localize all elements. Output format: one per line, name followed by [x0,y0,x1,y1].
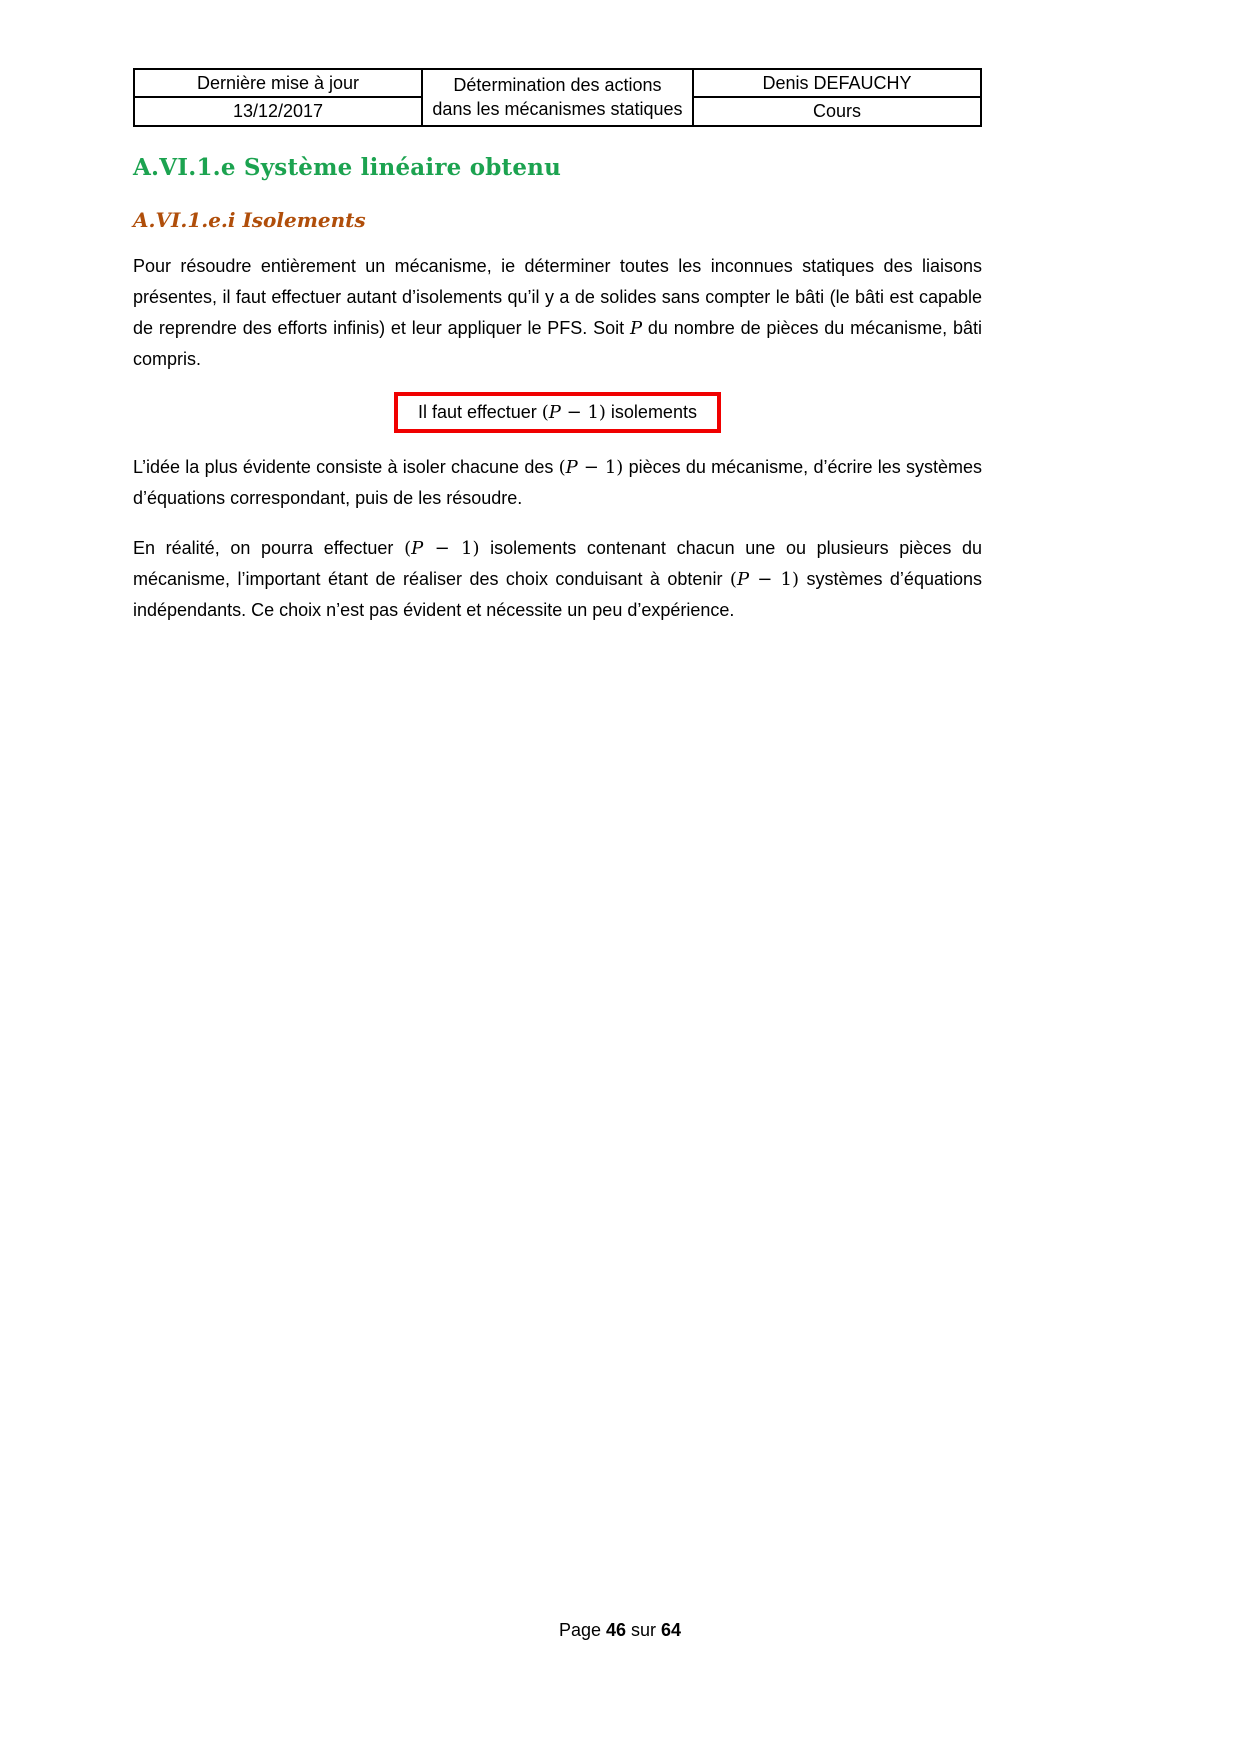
paragraph-intro: Pour résoudre entièrement un mécanisme, ie déterminer toutes les inconnues statiques des liaisons présentes, il faut effectuer autant d’isolements qu’il y a de solides sans compter le bâti (le bâti est capable de reprendre des efforts infinis) et leur appliquer le PFS. Soit P du nombre de pièces du mécanisme, bâti compris. [133,255,983,369]
document-content [133,68,982,626]
paragraph-reality: En réalité, on pourra effectuer (P − 1) isolements contenant chacun une ou plusieurs pièces du mécanisme, l’important étant de réaliser des choix conduisant à obtenir (P − 1) systèmes d’équations indépendants. Ce choix n’est pas évident et nécessite un peu d’expérience. [133,537,982,620]
header-table-row-1 [134,69,981,97]
highlight-box-container [133,392,982,433]
header-title-line1: Détermination des actions [453,75,662,95]
header-author: Denis DEFAUCHY [693,69,981,97]
header-date: 13/12/2017 [134,97,422,125]
subsection-heading: A.VI.1.e.i Isolements [133,207,366,232]
header-doc-type: Cours [693,97,981,125]
header-document-title-cell [422,69,693,126]
header-table [133,68,982,127]
section-heading: A.VI.1.e Système linéaire obtenu [133,153,562,181]
header-last-update-label: Dernière mise à jour [134,69,422,97]
highlight-box: Il faut effectuer (P − 1) isolements [394,392,721,433]
header-title-line2: dans les mécanismes statiques [432,99,683,120]
paragraph-idea: L’idée la plus évidente consiste à isoler chacune des (P − 1) pièces du mécanisme, d’écrire les systèmes d’équations correspondant, puis de les résoudre. [133,456,983,508]
page-footer: Page 46 sur 64 [558,1620,682,1640]
